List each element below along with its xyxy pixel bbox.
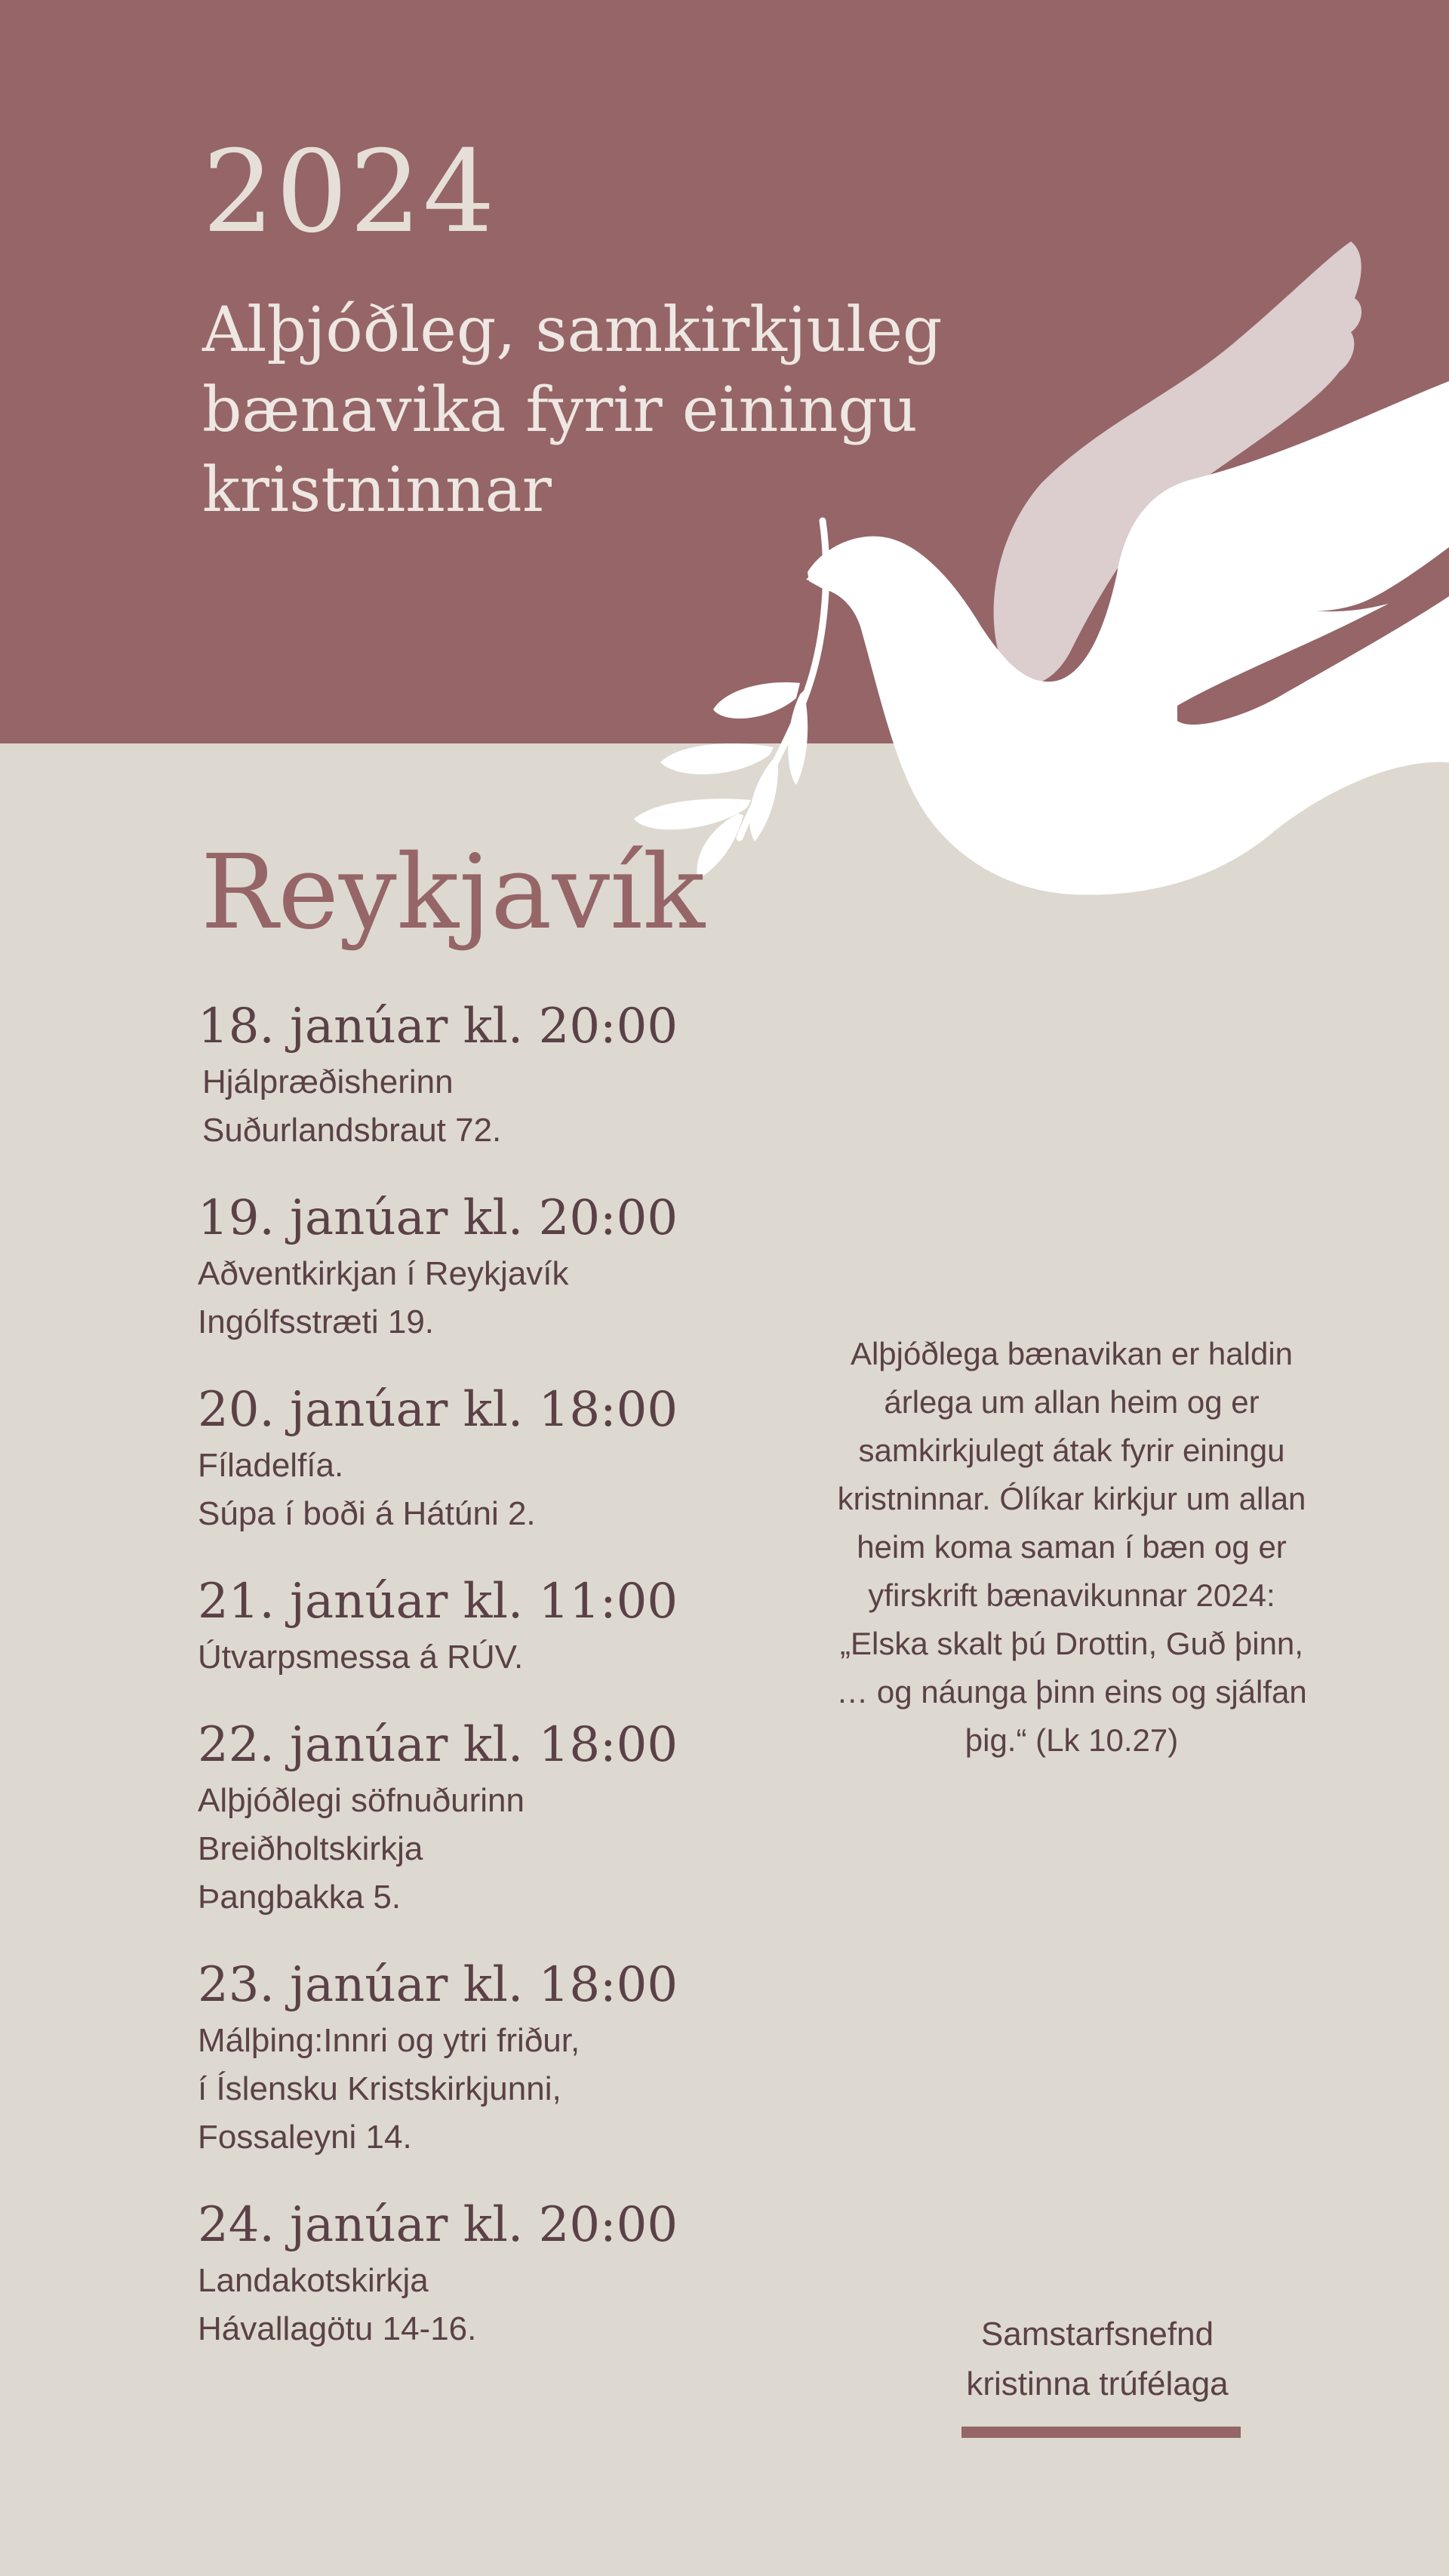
event-headline: [202, 291, 1032, 531]
organizer: [916, 2310, 1278, 2409]
headline-line: kristninnar: [202, 454, 552, 526]
about-line: … og náunga þinn eins og sjálfan: [836, 1674, 1307, 1710]
event-date: 22. janúar kl. 18:00: [198, 1717, 678, 1773]
about-line: árlega um allan heim og er: [884, 1384, 1260, 1420]
event-date: 18. janúar kl. 20:00: [198, 999, 678, 1054]
event-detail: Alþjóðlegi söfnuðurinn: [198, 1782, 525, 1819]
about-text: [823, 1330, 1321, 1765]
event-detail: Málþing:Innri og ytri friður,: [198, 2022, 580, 2059]
organizer-line: kristinna trúfélaga: [966, 2365, 1229, 2402]
event-detail: Súpa í boði á Hátúni 2.: [198, 1495, 536, 1532]
event-date: 21. janúar kl. 11:00: [198, 1574, 678, 1630]
event-detail: Ingólfsstræti 19.: [198, 1303, 435, 1340]
about-line: yfirskrift bænavikunnar 2024:: [868, 1577, 1275, 1613]
event-detail: í Íslensku Kristskirkjunni,: [198, 2070, 561, 2107]
about-line: heim koma saman í bæn og er: [857, 1529, 1287, 1565]
about-line: „Elska skalt þú Drottin, Guð þinn,: [840, 1626, 1303, 1661]
schedule-item: [198, 2193, 877, 2353]
schedule-item: [198, 1186, 877, 1346]
event-detail: Aðventkirkjan í Reykjavík: [198, 1255, 569, 1292]
organizer-line: Samstarfsnefnd: [980, 2316, 1214, 2353]
about-line: samkirkjulegt átak fyrir einingu: [858, 1433, 1285, 1468]
event-detail: Landakotskirkja: [198, 2262, 429, 2299]
schedule-item: [198, 995, 877, 1155]
event-date: 19. janúar kl. 20:00: [198, 1190, 678, 1246]
about-line: kristninnar. Ólíkar kirkjur um allan: [837, 1481, 1306, 1516]
event-date: 24. janúar kl. 20:00: [198, 2197, 678, 2253]
about-line: þig.“ (Lk 10.27): [964, 1722, 1179, 1758]
event-detail: Breiðholtskirkja: [198, 1830, 423, 1867]
organizer-underline: [961, 2427, 1241, 2438]
headline-line: Alþjóðleg, samkirkjuleg: [202, 294, 943, 366]
event-date: 23. janúar kl. 18:00: [198, 1957, 678, 2013]
schedule-item: [198, 1570, 877, 1682]
city-title: Reykjavík: [201, 833, 706, 953]
event-date: 20. janúar kl. 18:00: [198, 1382, 678, 1438]
event-year: 2024: [202, 127, 497, 258]
event-detail: Þangbakka 5.: [198, 1879, 401, 1916]
event-detail: Hávallagötu 14-16.: [198, 2310, 477, 2347]
headline-line: bænavika fyrir einingu: [202, 374, 918, 446]
event-schedule: [198, 995, 877, 2385]
schedule-item: [198, 1378, 877, 1538]
event-detail: Útvarpsmessa á RÚV.: [198, 1639, 524, 1676]
event-detail: Fíladelfía.: [198, 1447, 344, 1484]
schedule-item: [198, 1713, 877, 1922]
schedule-item: [198, 1953, 877, 2162]
event-detail: Hjálpræðisherinn: [202, 1063, 454, 1100]
event-detail: Suðurlandsbraut 72.: [202, 1112, 502, 1149]
event-detail: Fossaleyni 14.: [198, 2119, 412, 2156]
about-line: Alþjóðlega bænavikan er haldin: [850, 1336, 1294, 1371]
